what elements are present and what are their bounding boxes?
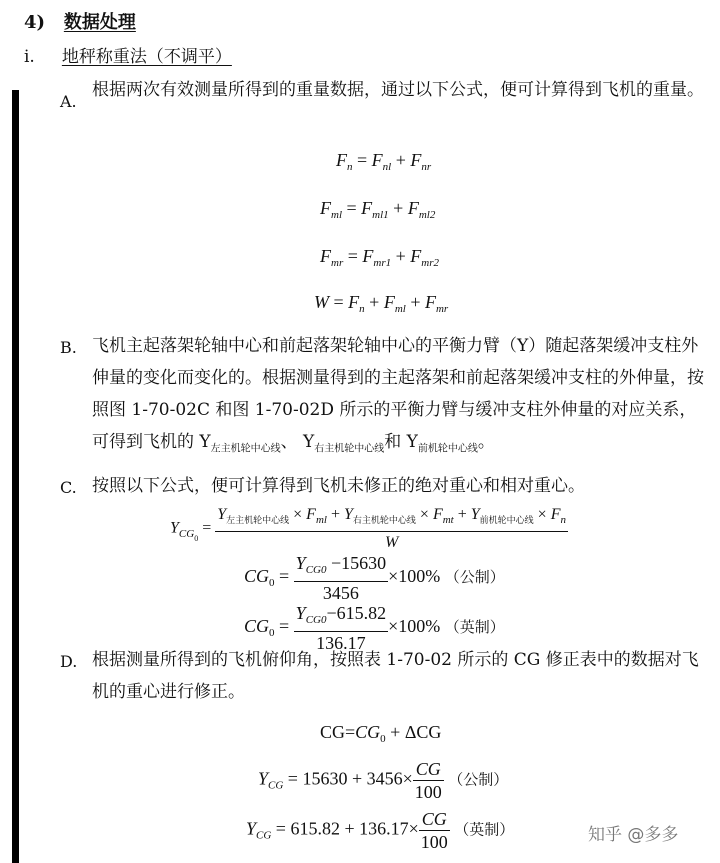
item-a-text: 根据两次有效测量所得到的重量数据，通过以下公式，便可计算得到飞机的重量。 [92,80,704,100]
formula-w: $W = F_n + F_{ml} + F_{mr}$ [314,292,449,315]
item-b-marker: B. [60,338,77,357]
item-d-text: 根据测量所得到的飞机俯仰角，按照表 1-70-02 所示的 CG 修正表中的数据对飞机的重心进行修正。 [92,650,699,702]
formula-fmr: $F_{mr} = F_{mr1} + F_{mr2}$ [320,246,440,269]
formula-cg-corrected: $CG=CG_0 + \Delta CG$ [320,722,442,745]
item-c-text: 按照以下公式，便可计算得到飞机未修正的绝对重心和相对重心。 [92,476,585,496]
formula-ycg0: $Y_{CG_0}$ = $\frac{Y_{左主机轮中心线} \times F_{ml} + Y_{右主机轮中心线} \times F_{mt} + Y_{前机轮中心线} \times F_n}{W}$ [170,506,566,551]
item-c-marker: C. [60,478,77,497]
item-a-marker: A. [60,92,77,111]
subsection-heading [24,42,232,67]
section-number: 4) [24,12,46,33]
subsection-title: 地秤称重法（不调平） [61,47,232,67]
watermark: 知乎 @多多 [588,825,679,845]
formula-fn: $F_n = F_{nl} + F_{nr}$ [336,150,432,173]
section-title: 数据处理 [63,12,136,33]
item-b-text: 飞机主起落架轮轴中心和前起落架轮轴中心的平衡力臂（Y）随起落架缓冲支柱外伸量的变化而变化的。根据测量得到的主起落架和前起落架缓冲支柱的外伸量，按照图 1-70-02C 和图 1-70-02D 所示的平衡力臂与缓冲支柱外伸量的对应关系，可得到飞机的 $Y_{左主机轮中心线}$、 $Y_{右主机轮中心线}$和 $Y_{前机轮中心线}$。 [92,336,704,455]
formula-ycg-imperial: $Y_{CG} = 615.82 + 136.17\times$ $\frac{CG}{100}$ （英制） [246,809,515,852]
section-heading [24,8,136,34]
formula-cg0-metric: $CG_0$ = $\frac{Y_{CG0} -15630}{3456}$ ×100% （公制） [244,553,505,603]
subsection-number: i. [24,47,35,67]
formula-ycg-metric: $Y_{CG} = 15630 + 3456\times$ $\frac{CG}{100}$ （公制） [258,759,509,802]
revision-bar [12,90,19,863]
item-d-marker: D. [60,652,78,671]
formula-cg0-imperial: $CG_0$ = $\frac{Y_{CG0}-615.82}{136.17}$ ×100% （英制） [244,603,505,653]
formula-fml: $F_{ml} = F_{ml1} + F_{ml2}$ [320,198,436,221]
